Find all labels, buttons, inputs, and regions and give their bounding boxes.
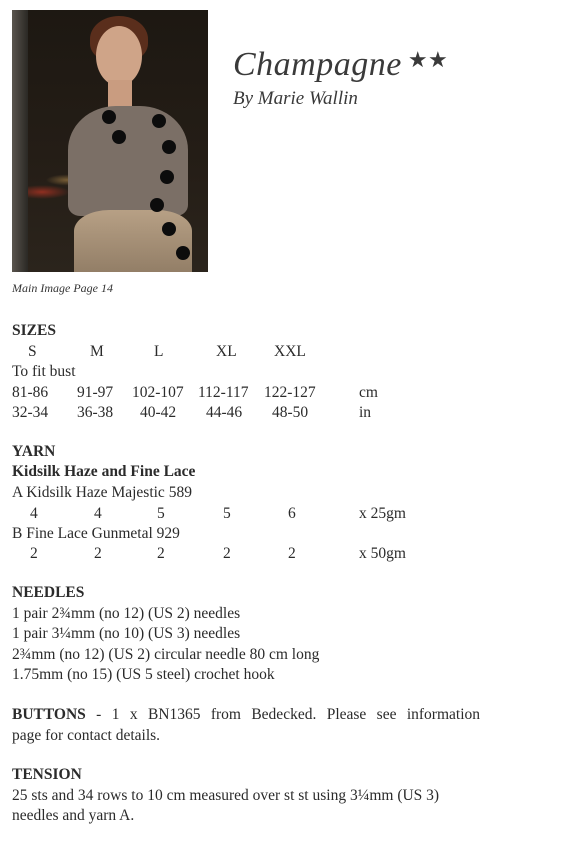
needle-line: 1.75mm (no 15) (US 5 steel) crochet hook <box>12 666 275 683</box>
yarn-b-label: B Fine Lace Gunmetal 929 <box>12 525 180 542</box>
buttons-line-2: page for contact details. <box>12 727 161 744</box>
buttons-heading: BUTTONS <box>12 706 86 723</box>
yarn-a-label: A Kidsilk Haze Majestic 589 <box>12 484 192 501</box>
photo-lace <box>176 246 190 260</box>
size-label: XXL <box>274 343 306 360</box>
bust-cm: 122-127 <box>264 384 316 401</box>
tension-line-1: 25 sts and 34 rows to 10 cm measured over st st using 3¼mm (US 3) <box>12 787 440 804</box>
bust-in: 32-34 <box>12 404 49 421</box>
bust-in: 40-42 <box>140 404 177 421</box>
yarn-a-qty: 5 <box>157 505 165 522</box>
bust-cm: 112-117 <box>198 384 249 401</box>
yarn-a-qty: 4 <box>94 505 102 522</box>
unit-in: in <box>359 404 372 421</box>
needle-line: 1 pair 3¼mm (no 10) (US 3) needles <box>12 625 241 642</box>
yarn-b-qty: 2 <box>94 545 102 562</box>
photo-lace <box>150 198 164 212</box>
photo-head <box>96 26 142 86</box>
unit-cm: cm <box>359 384 378 401</box>
tension-line-2: needles and yarn A. <box>12 807 135 824</box>
photo-lace <box>112 130 126 144</box>
bust-in: 44-46 <box>206 404 243 421</box>
needle-line: 1 pair 2¾mm (no 12) (US 2) needles <box>12 605 241 622</box>
photo-lace <box>162 140 176 154</box>
size-label: XL <box>216 343 237 360</box>
main-photo <box>12 10 208 272</box>
bust-in: 48-50 <box>272 404 309 421</box>
fit-label: To fit bust <box>12 363 76 380</box>
yarn-a-qty: 4 <box>30 505 38 522</box>
photo-lace <box>102 110 116 124</box>
buttons-text: - 1 x BN1365 from Bedecked. Please see information <box>85 706 480 723</box>
yarn-subheading: Kidsilk Haze and Fine Lace <box>12 463 196 480</box>
yarn-b-qty: 2 <box>157 545 165 562</box>
size-label: S <box>28 343 37 360</box>
photo-caption: Main Image Page 14 <box>12 281 113 295</box>
size-label: M <box>90 343 104 360</box>
yarn-b-qty: 2 <box>30 545 38 562</box>
buttons-line-1 <box>12 706 480 724</box>
yarn-heading: YARN <box>12 443 56 460</box>
size-label: L <box>154 343 164 360</box>
photo-cardigan <box>68 106 188 216</box>
sizes-heading: SIZES <box>12 322 56 339</box>
designer-byline: By Marie Wallin <box>233 88 358 109</box>
yarn-b-unit: x 50gm <box>359 545 406 562</box>
yarn-b-qty: 2 <box>223 545 231 562</box>
yarn-b-qty: 2 <box>288 545 296 562</box>
bust-in: 36-38 <box>77 404 114 421</box>
photo-lace <box>160 170 174 184</box>
title-text: Champagne <box>233 46 402 83</box>
photo-pillar <box>12 10 28 272</box>
needle-line: 2¾mm (no 12) (US 2) circular needle 80 cm long <box>12 646 320 663</box>
tension-heading: TENSION <box>12 766 82 783</box>
pattern-title <box>233 46 448 84</box>
bust-cm: 102-107 <box>132 384 184 401</box>
difficulty-stars: ★★ <box>407 47 449 72</box>
photo-skirt <box>74 210 192 272</box>
yarn-a-unit: x 25gm <box>359 505 406 522</box>
photo-lace <box>162 222 176 236</box>
needles-heading: NEEDLES <box>12 584 85 601</box>
yarn-a-qty: 5 <box>223 505 231 522</box>
yarn-a-qty: 6 <box>288 505 296 522</box>
photo-lace <box>152 114 166 128</box>
bust-cm: 81-86 <box>12 384 49 401</box>
bust-cm: 91-97 <box>77 384 114 401</box>
